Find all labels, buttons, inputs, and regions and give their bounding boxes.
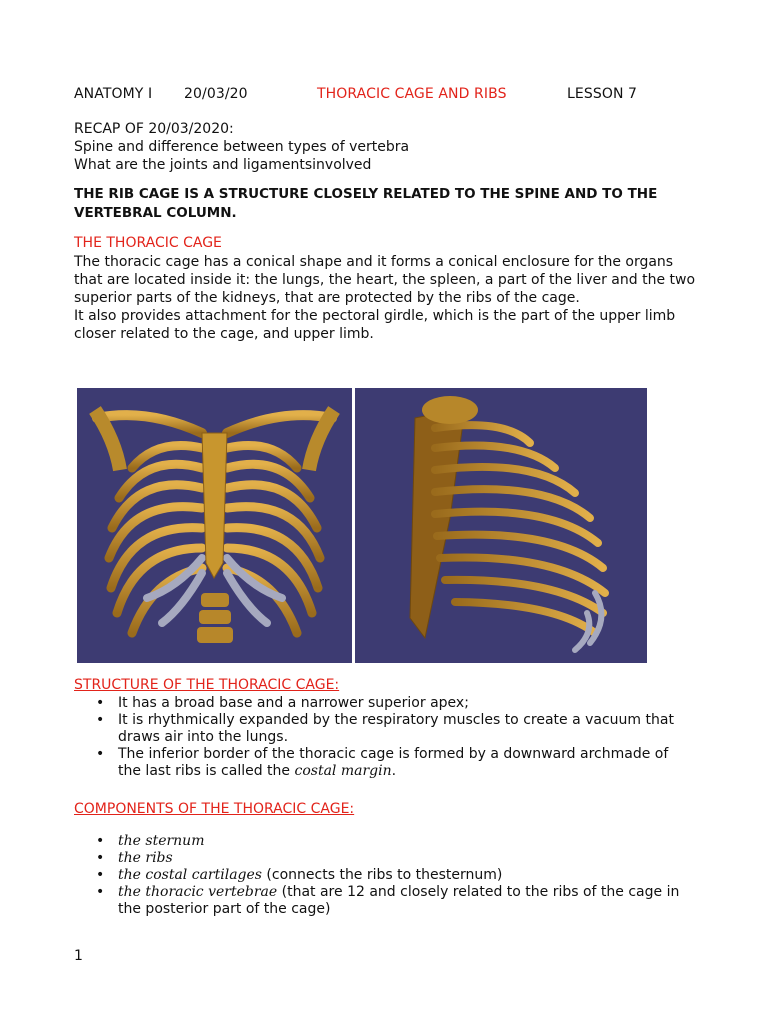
list-item: • It is rhythmically expanded by the respiratory muscles to create a vacuum that draws air into the lungs. bbox=[96, 712, 674, 745]
thoracic-cage-description bbox=[74, 253, 704, 343]
italic-term: costal margin bbox=[294, 763, 392, 779]
list-item: • the ribs bbox=[96, 850, 173, 866]
recap-line: Spine and difference between types of vertebra bbox=[74, 139, 410, 155]
components-list bbox=[96, 833, 686, 918]
structure-list bbox=[96, 695, 686, 780]
lesson-date: 20/03/20 bbox=[184, 86, 248, 102]
page-number: 1 bbox=[74, 948, 83, 964]
rib-cage-illustration bbox=[77, 388, 647, 663]
section-heading-thoracic-cage: THE THORACIC CAGE bbox=[74, 235, 222, 251]
rib-cage-side-view-image bbox=[355, 388, 647, 663]
lesson-title: THORACIC CAGE AND RIBS bbox=[317, 86, 507, 102]
paragraph: The thoracic cage has a conical shape and it forms a conical enclosure for the organs that are located inside it: the lungs, the heart, the spleen, a part of the liver and the two superior parts of the kidneys, that are protected by the ribs of the cage. bbox=[74, 254, 696, 306]
list-item: • It has a broad base and a narrower superior apex; bbox=[96, 695, 469, 711]
course-name: ANATOMY I bbox=[74, 86, 153, 102]
section-heading-components: COMPONENTS OF THE THORACIC CAGE: bbox=[74, 801, 355, 817]
recap-heading: RECAP OF 20/03/2020: bbox=[74, 121, 234, 137]
list-item: • the costal cartilages (connects the ribs to thesternum) bbox=[96, 867, 503, 883]
list-item: • the sternum bbox=[96, 833, 205, 849]
recap-line: What are the joints and ligamentsinvolved bbox=[74, 157, 372, 173]
section-heading-structure: STRUCTURE OF THE THORACIC CAGE: bbox=[74, 677, 340, 693]
list-item: • The inferior border of the thoracic cage is formed by a downward archmade of the last ribs is called the costal margin. bbox=[96, 746, 669, 779]
list-item: • the thoracic vertebrae (that are 12 and closely related to the ribs of the cage in the posterior part of the cage) bbox=[96, 884, 680, 917]
emphasis-statement: THE RIB CAGE IS A STRUCTURE CLOSELY RELATED TO THE SPINE AND TO THE VERTEBRAL COLUMN. bbox=[74, 186, 658, 221]
rib-cage-front-view-image bbox=[77, 388, 352, 663]
paragraph: It also provides attachment for the pectoral girdle, which is the part of the upper limb closer related to the cage, and upper limb. bbox=[74, 308, 676, 342]
lesson-number: LESSON 7 bbox=[567, 86, 638, 102]
recap-block bbox=[74, 120, 409, 174]
